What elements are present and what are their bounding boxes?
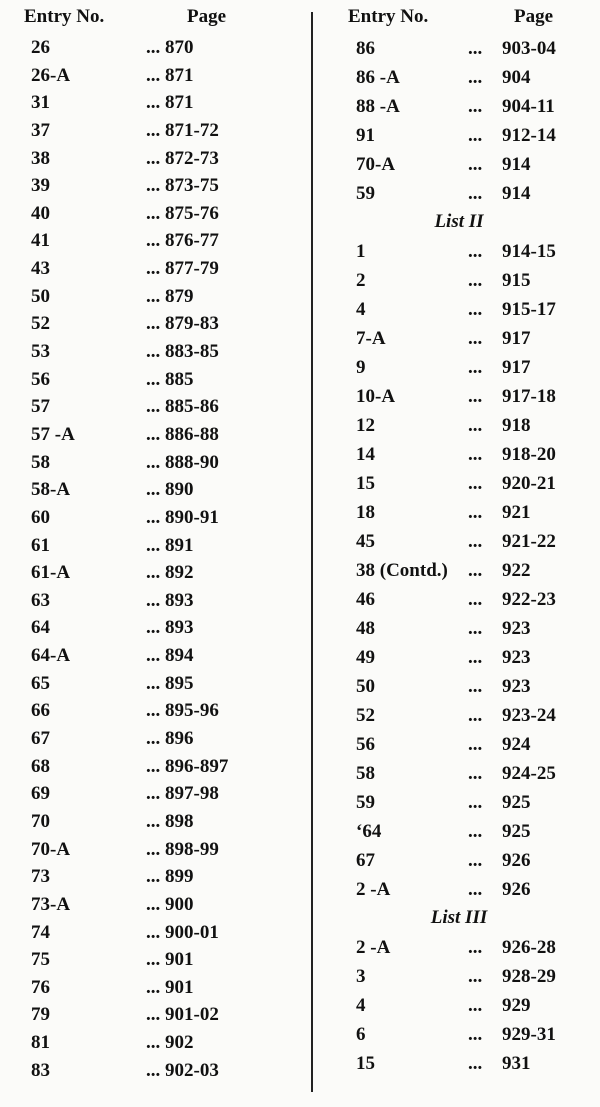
list-item <box>318 933 600 962</box>
entry-number: 12 <box>356 414 375 436</box>
entry-number: 65 <box>31 672 50 694</box>
column-divider <box>311 12 313 1092</box>
entry-number: 15 <box>356 472 375 494</box>
entry-number: 2 <box>356 269 366 291</box>
leader-dots: ... <box>468 646 483 668</box>
leader-dots: ... <box>468 154 483 175</box>
leader-dots: ... <box>468 501 483 523</box>
page-reference: 918-20 <box>502 443 556 465</box>
entry-no-heading: Entry No. <box>24 6 105 27</box>
list-item <box>0 504 305 532</box>
entry-number: 70 <box>31 810 50 832</box>
page-reference: 923-24 <box>502 704 556 726</box>
entry-number: 67 <box>31 728 50 750</box>
left-entry-list <box>0 34 305 1084</box>
list-item <box>0 780 305 808</box>
page-reference: ... 870 <box>146 37 194 58</box>
leader-dots: ... <box>468 472 483 494</box>
leader-dots: ... <box>468 965 483 987</box>
page-reference: ... 876-77 <box>146 230 219 252</box>
leader-dots: ... <box>468 96 483 117</box>
page-reference: ... 871 <box>146 92 194 114</box>
page-reference: 924 <box>502 733 531 755</box>
list-item <box>318 1020 600 1049</box>
entry-number: 52 <box>31 313 50 335</box>
list-item <box>318 411 600 440</box>
leader-dots: ... <box>468 994 483 1016</box>
list-item <box>318 34 600 63</box>
list-item <box>318 585 600 614</box>
leader-dots: ... <box>468 849 483 871</box>
list-item <box>0 753 305 781</box>
entry-number: 69 <box>31 783 50 805</box>
page-reference: ... 891 <box>146 534 194 556</box>
list-item <box>0 697 305 725</box>
list-item <box>0 89 305 117</box>
entry-number: 4 <box>356 994 366 1016</box>
list-item <box>0 227 305 255</box>
page-heading: Page <box>187 6 227 27</box>
entry-number: 61 <box>31 534 50 556</box>
entry-number: 74 <box>31 921 50 943</box>
entry-number: 18 <box>356 501 375 523</box>
leader-dots: ... <box>468 704 483 726</box>
list-item <box>318 527 600 556</box>
list-item <box>0 255 305 283</box>
list-item <box>0 421 305 449</box>
list-item <box>0 559 305 587</box>
entry-number: 45 <box>356 530 375 552</box>
list-heading: List II <box>434 211 484 232</box>
entry-number: 2 -A <box>356 878 391 900</box>
list-item <box>318 440 600 469</box>
leader-dots: ... <box>468 675 483 697</box>
list-item <box>318 469 600 498</box>
page-reference: 925 <box>502 820 531 842</box>
list-item <box>318 382 600 411</box>
list-item <box>0 614 305 642</box>
entry-number: 41 <box>31 230 50 252</box>
leader-dots: ... <box>468 385 483 407</box>
entry-number: 49 <box>356 646 375 668</box>
entry-number: 15 <box>356 1052 375 1074</box>
entry-number: 52 <box>356 704 375 726</box>
page-reference: 918 <box>502 414 531 436</box>
page-reference: 923 <box>502 675 531 697</box>
page-reference: ... 900-01 <box>146 921 219 943</box>
page-reference: 921-22 <box>502 530 556 552</box>
entry-number: 86 -A <box>356 67 400 88</box>
page-reference: 931 <box>502 1052 531 1074</box>
entry-number: 64-A <box>31 645 71 667</box>
entry-number: 14 <box>356 443 375 465</box>
page-reference: 921 <box>502 501 531 523</box>
page-reference: ... 873-75 <box>146 175 219 197</box>
leader-dots: ... <box>468 240 483 262</box>
list-item <box>318 614 600 643</box>
page-reference: ... 890-91 <box>146 506 219 528</box>
list-item <box>318 237 600 266</box>
page-reference: ... 901 <box>146 976 194 998</box>
list-item <box>0 946 305 974</box>
list-item <box>0 145 305 173</box>
page-reference: ... 897-98 <box>146 783 219 805</box>
list-item <box>0 476 305 504</box>
page-reference: ... 902 <box>146 1032 194 1054</box>
entry-number: 59 <box>356 183 375 204</box>
entry-number: 83 <box>31 1059 50 1081</box>
entry-number: 38 <box>31 147 50 169</box>
page-reference: ... 885 <box>146 368 194 390</box>
list-item <box>0 642 305 670</box>
page-reference: 903-04 <box>502 38 556 59</box>
entry-number: 57 -A <box>31 423 75 445</box>
entry-number: 59 <box>356 791 375 813</box>
entry-number: 79 <box>31 1004 50 1026</box>
entry-number: 2 -A <box>356 936 391 958</box>
page-reference: ... 890 <box>146 479 194 501</box>
list-item <box>0 1029 305 1057</box>
entry-number: 10-A <box>356 385 396 407</box>
list-item <box>0 338 305 366</box>
entry-number: 70-A <box>356 154 396 175</box>
entry-number: 63 <box>31 589 50 611</box>
entry-number: 48 <box>356 617 375 639</box>
list-item <box>0 670 305 698</box>
page-reference: ... 893 <box>146 589 194 611</box>
page-reference: ... 896 <box>146 728 194 750</box>
leader-dots: ... <box>468 298 483 320</box>
entry-number: 75 <box>31 949 50 971</box>
entry-number: 40 <box>31 202 50 224</box>
list-item <box>318 846 600 875</box>
page-reference: ... 898 <box>146 810 194 832</box>
entry-number: 76 <box>31 976 50 998</box>
page-reference: ... 892 <box>146 562 194 584</box>
list-item <box>0 863 305 891</box>
list-item <box>318 759 600 788</box>
leader-dots: ... <box>468 936 483 958</box>
entry-number: 81 <box>31 1032 50 1054</box>
list-item <box>318 353 600 382</box>
list-item <box>0 172 305 200</box>
list-item <box>318 875 600 904</box>
page-reference: ... 902-03 <box>146 1059 219 1081</box>
leader-dots: ... <box>468 443 483 465</box>
leader-dots: ... <box>468 269 483 291</box>
list-item <box>0 1057 305 1085</box>
list-item <box>0 310 305 338</box>
entry-number: 61-A <box>31 562 71 584</box>
page-reference: 917 <box>502 356 531 378</box>
entry-number: 88 -A <box>356 96 400 117</box>
entry-number: 64 <box>31 617 50 639</box>
entry-number: 70-A <box>31 838 71 860</box>
list-item <box>0 449 305 477</box>
page-reference: 924-25 <box>502 762 556 784</box>
entry-number: 7-A <box>356 327 386 349</box>
list-item <box>318 730 600 759</box>
entry-number: 68 <box>31 755 50 777</box>
entry-number: 6 <box>356 1023 366 1045</box>
entry-number: 56 <box>356 733 375 755</box>
leader-dots: ... <box>468 414 483 436</box>
list-item <box>318 1049 600 1078</box>
entry-number: 67 <box>356 849 375 871</box>
list-item <box>0 62 305 90</box>
entry-number: 58 <box>356 762 375 784</box>
list-item <box>0 587 305 615</box>
page-reference: ... 871 <box>146 64 194 86</box>
entry-number: 1 <box>356 240 366 262</box>
list-item <box>318 556 600 585</box>
page-reference: 923 <box>502 617 531 639</box>
list-item <box>0 366 305 394</box>
page-reference: ... 875-76 <box>146 202 219 224</box>
leader-dots: ... <box>468 67 483 88</box>
page-reference: 929-31 <box>502 1023 556 1045</box>
list-item <box>318 179 600 208</box>
leader-dots: ... <box>468 617 483 639</box>
leader-dots: ... <box>468 791 483 813</box>
page-reference: 926-28 <box>502 936 556 958</box>
leader-dots: ... <box>468 878 483 900</box>
page-reference: ... 877-79 <box>146 258 219 280</box>
list-item <box>0 532 305 560</box>
leader-dots: ... <box>468 588 483 610</box>
entry-number: 39 <box>31 175 50 197</box>
list-item <box>0 393 305 421</box>
list-item <box>0 200 305 228</box>
list-item <box>318 962 600 991</box>
entry-number: 91 <box>356 125 375 146</box>
page-reference: 926 <box>502 878 531 900</box>
right-column <box>318 0 600 1078</box>
entry-number: 66 <box>31 700 50 722</box>
entry-number: 50 <box>356 675 375 697</box>
page-reference: ... 900 <box>146 893 194 915</box>
right-header <box>318 0 600 34</box>
page-reference: ... 879-83 <box>146 313 219 335</box>
page-reference: ... 898-99 <box>146 838 219 860</box>
page-heading: Page <box>514 6 554 27</box>
list-item <box>318 991 600 1020</box>
page-reference: ... 871-72 <box>146 119 219 141</box>
entry-number: 4 <box>356 298 366 320</box>
page-reference: ... 872-73 <box>146 147 219 169</box>
list-item <box>318 498 600 527</box>
entry-number: 9 <box>356 356 366 378</box>
page-reference: 904 <box>502 67 531 88</box>
page-reference: ... 886-88 <box>146 423 219 445</box>
list-item <box>318 150 600 179</box>
list-item <box>0 117 305 145</box>
page-reference: 922 <box>502 559 531 581</box>
entry-number: 58 <box>31 451 50 473</box>
list-item <box>318 63 600 92</box>
entry-number: 38 (Contd.) <box>356 559 448 581</box>
entry-number: 26 <box>31 37 50 58</box>
list-item <box>318 121 600 150</box>
page-reference: ... 895 <box>146 672 194 694</box>
page-reference: 914 <box>502 154 531 175</box>
list-item <box>0 725 305 753</box>
page-reference: ... 883-85 <box>146 341 219 363</box>
page-reference: 922-23 <box>502 588 556 610</box>
page-reference: 912-14 <box>502 125 556 146</box>
page-reference: ... 894 <box>146 645 194 667</box>
leader-dots: ... <box>468 733 483 755</box>
entry-number: 46 <box>356 588 375 610</box>
leader-dots: ... <box>468 38 483 59</box>
right-entry-list <box>318 34 600 1078</box>
entry-number: 86 <box>356 38 375 59</box>
leader-dots: ... <box>468 183 483 204</box>
page-reference: 928-29 <box>502 965 556 987</box>
page-reference: ... 895-96 <box>146 700 219 722</box>
page-reference: ... 901 <box>146 949 194 971</box>
entry-number: 3 <box>356 965 366 987</box>
list-item <box>0 919 305 947</box>
list-item <box>318 324 600 353</box>
entry-no-heading: Entry No. <box>348 6 429 27</box>
entry-number: 60 <box>31 506 50 528</box>
page-reference: 917 <box>502 327 531 349</box>
list-item <box>318 643 600 672</box>
leader-dots: ... <box>468 559 483 581</box>
leader-dots: ... <box>468 1052 483 1074</box>
page-reference: 915 <box>502 269 531 291</box>
leader-dots: ... <box>468 530 483 552</box>
page-reference: ... 885-86 <box>146 396 219 418</box>
list-item <box>318 92 600 121</box>
leader-dots: ... <box>468 1023 483 1045</box>
page-reference: ... 899 <box>146 866 194 888</box>
list-item <box>318 788 600 817</box>
list-heading: List III <box>430 906 488 928</box>
left-column <box>0 0 305 1084</box>
entry-number: 37 <box>31 119 50 141</box>
leader-dots: ... <box>468 356 483 378</box>
page-reference: 926 <box>502 849 531 871</box>
page-reference: ... 879 <box>146 285 194 307</box>
entry-number: 31 <box>31 92 50 114</box>
list-item <box>0 283 305 311</box>
list-item <box>318 295 600 324</box>
entry-number: ‘64 <box>356 820 382 842</box>
page-reference: 904-11 <box>502 96 555 117</box>
entry-number: 57 <box>31 396 50 418</box>
entry-number: 58-A <box>31 479 71 501</box>
entry-number: 43 <box>31 258 50 280</box>
entry-number: 26-A <box>31 64 71 86</box>
list-item <box>0 836 305 864</box>
left-header <box>0 0 305 34</box>
list-item <box>318 701 600 730</box>
list-item <box>318 817 600 846</box>
list-item <box>0 34 305 62</box>
entry-number: 50 <box>31 285 50 307</box>
entry-number: 73 <box>31 866 50 888</box>
page-reference: 923 <box>502 646 531 668</box>
page-reference: 925 <box>502 791 531 813</box>
page-reference: 914 <box>502 183 531 204</box>
list-item <box>0 974 305 1002</box>
entry-number: 73-A <box>31 893 71 915</box>
page-reference: ... 896-897 <box>146 755 229 777</box>
page-reference: ... 901-02 <box>146 1004 219 1026</box>
page-reference: 929 <box>502 994 531 1016</box>
leader-dots: ... <box>468 762 483 784</box>
leader-dots: ... <box>468 820 483 842</box>
page-reference: ... 888-90 <box>146 451 219 473</box>
entry-number: 56 <box>31 368 50 390</box>
list-item <box>318 672 600 701</box>
list-item <box>0 808 305 836</box>
leader-dots: ... <box>468 125 483 146</box>
page-reference: 914-15 <box>502 240 556 262</box>
page-reference: ... 893 <box>146 617 194 639</box>
page-reference: 920-21 <box>502 472 556 494</box>
list-item <box>318 266 600 295</box>
page-reference: 917-18 <box>502 385 556 407</box>
entry-number: 53 <box>31 341 50 363</box>
list-item <box>0 1001 305 1029</box>
leader-dots: ... <box>468 327 483 349</box>
list-item <box>0 891 305 919</box>
page-reference: 915-17 <box>502 298 556 320</box>
